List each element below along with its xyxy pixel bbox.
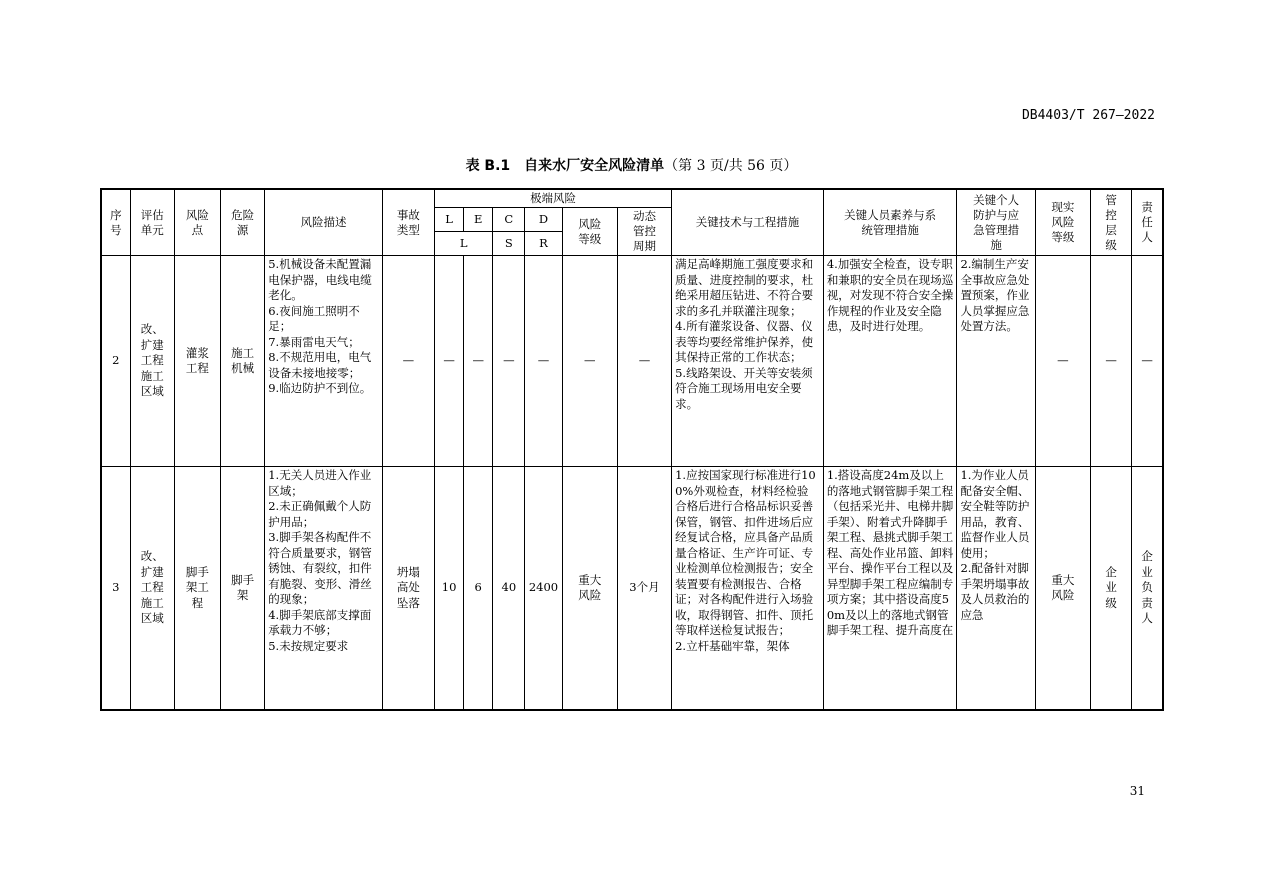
col-level: 风险 等级	[562, 208, 617, 256]
document-code: DB4403/T 267—2022	[1021, 108, 1155, 123]
col-E: E	[464, 208, 493, 232]
cell-control: 企 业 级	[1091, 467, 1132, 711]
col-C: C	[493, 208, 525, 232]
col-D: D	[525, 208, 562, 232]
table-title: 表 B.1 自来水厂安全风险清单	[465, 158, 665, 174]
cell-level: —	[562, 256, 617, 467]
cell-personnel: 4.加强安全检查，设专职和兼职的安全员在现场巡视，对发现不符合安全操作规程的作业及安全隐患，及时进行处理。	[823, 256, 957, 467]
col-real-level: 现实 风险 等级	[1035, 189, 1090, 256]
cell-owner: —	[1132, 256, 1163, 467]
cell-desc: 1.无关人员进入作业区域； 2.未正确佩戴个人防护用品； 3.脚手架各构配件不符合质量要求，钢管锈蚀、有裂纹，扣件有脆裂、变形、滑丝的现象； 4.脚手架底部支撑面承载力不够； 5.未按规定要求	[265, 467, 383, 711]
cell-unit: 改、 扩建 工程 施工 区域	[130, 256, 174, 467]
cell-accident: —	[382, 256, 434, 467]
col-source: 危险 源	[221, 189, 265, 256]
cell-control: —	[1091, 256, 1132, 467]
table-row	[101, 467, 1163, 711]
cell-point: 灌浆 工程	[174, 256, 220, 467]
cell-period: 3个月	[617, 467, 671, 711]
col-tech: 关键技术与工程措施	[672, 189, 824, 256]
col-L-sub: L	[435, 232, 493, 256]
cell-D: —	[525, 256, 562, 467]
cell-C: —	[493, 256, 525, 467]
cell-source: 脚手 架	[221, 467, 265, 711]
cell-seq: 2	[101, 256, 130, 467]
col-desc: 风险描述	[265, 189, 383, 256]
col-seq: 序 号	[101, 189, 130, 256]
col-R: R	[525, 232, 562, 256]
cell-D: 2400	[525, 467, 562, 711]
cell-point: 脚手 架工 程	[174, 467, 220, 711]
col-owner: 责 任 人	[1132, 189, 1163, 256]
cell-protect: 2.编制生产安全事故应急处置预案，作业人员掌握应急处置方法。	[957, 256, 1035, 467]
header-row-1	[101, 189, 1163, 208]
cell-personnel: 1.搭设高度24m及以上的落地式钢管脚手架工程（包括采光井、电梯井脚手架）、附着式升降脚手架工程、悬挑式脚手架工程、高处作业吊篮、卸料平台、操作平台工程以及异型脚手架工程应编制专项方案；其中搭设高度50m及以上的落地式钢管脚手架工程、提升高度在	[823, 467, 957, 711]
cell-seq: 3	[101, 467, 130, 711]
cell-tech: 1.应按国家现行标准进行100%外观检查，材料经检验合格后进行合格品标识妥善保管，钢管、扣件进场后应经复试合格，应具备产品质量合格证、生产许可证、专业检测单位检测报告；安全装置要有检测报告、合格证；对各构配件进行入场验收，取得钢管、扣件、顶托等取样送检复试报告； 2.立杆基础牢靠，架体	[672, 467, 824, 711]
col-personnel: 关键人员素养与系 统管理措施	[823, 189, 957, 256]
cell-tech: 满足高峰期施工强度要求和质量、进度控制的要求，杜绝采用超压钻进、不符合要求的多孔并联灌注现象； 4.所有灌浆设备、仪器、仪表等均要经常维护保养，使其保持正常的工作状态； 5.线路架设、开关等安装须符合施工现场用电安全要求。	[672, 256, 824, 467]
cell-desc: 5.机械设备未配置漏电保护器，电线电缆老化。 6.夜间施工照明不足； 7.暴雨雷电天气； 8.不规范用电，电气设备未接地接零； 9.临边防护不到位。	[265, 256, 383, 467]
cell-owner: 企 业 负 责 人	[1132, 467, 1163, 711]
col-extreme-risk: 极端风险	[435, 189, 672, 208]
col-period: 动态 管控 周期	[617, 208, 671, 256]
table-page-info: （第 3 页/共 56 页）	[664, 158, 798, 174]
cell-unit: 改、 扩建 工程 施工 区域	[130, 467, 174, 711]
cell-real-level: 重大 风险	[1035, 467, 1090, 711]
table-caption	[0, 155, 1263, 175]
cell-accident: 坍塌 高处 坠落	[382, 467, 434, 711]
table-row	[101, 256, 1163, 467]
cell-E: —	[464, 256, 493, 467]
cell-period: —	[617, 256, 671, 467]
col-unit: 评估 单元	[130, 189, 174, 256]
col-accident: 事故 类型	[382, 189, 434, 256]
col-protect: 关键个人 防护与应 急管理措 施	[957, 189, 1035, 256]
cell-L: 10	[435, 467, 464, 711]
col-S: S	[493, 232, 525, 256]
page-number: 31	[1129, 784, 1145, 798]
cell-protect: 1.为作业人员配备安全帽、安全鞋等防护用品，教育、监督作业人员使用； 2.配备针对脚手架坍塌事故及人员救治的应急	[957, 467, 1035, 711]
cell-L: —	[435, 256, 464, 467]
cell-level: 重大 风险	[562, 467, 617, 711]
cell-E: 6	[464, 467, 493, 711]
col-control: 管 控 层 级	[1091, 189, 1132, 256]
cell-source: 施工 机械	[221, 256, 265, 467]
col-point: 风险 点	[174, 189, 220, 256]
risk-table	[100, 188, 1164, 711]
cell-C: 40	[493, 467, 525, 711]
cell-real-level: —	[1035, 256, 1090, 467]
col-L: L	[435, 208, 464, 232]
